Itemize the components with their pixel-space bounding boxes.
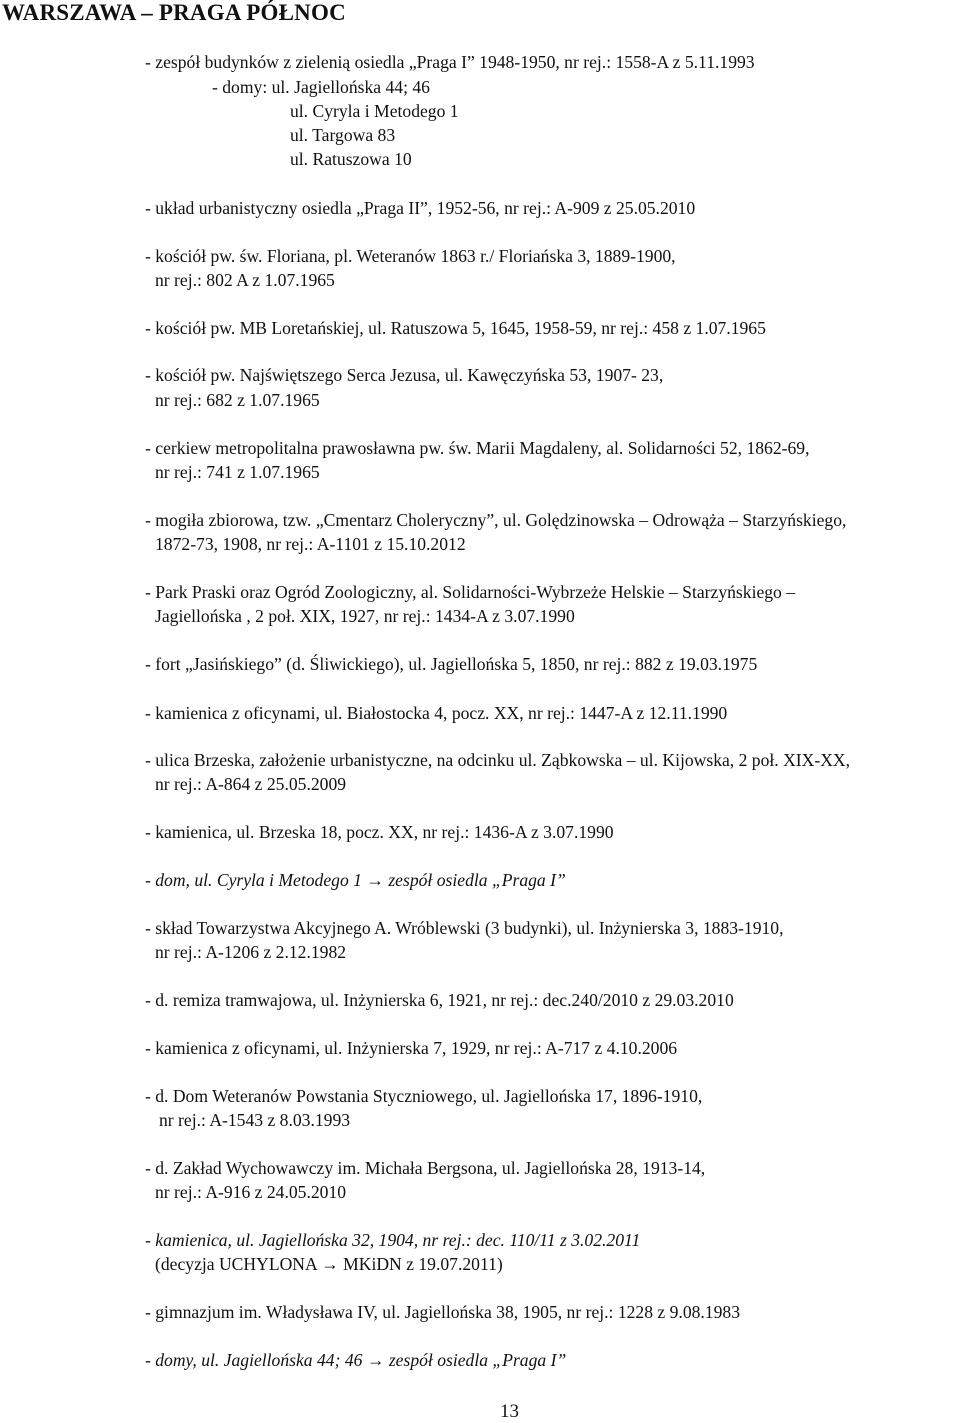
- entry-line: - skład Towarzystwa Akcyjnego A. Wróblewski (3 budynki), ul. Inżynierska 3, 1883-1910,: [145, 918, 784, 938]
- entry-line: - zespół budynków z zielenią osiedla „Praga I” 1948-1950, nr rej.: 1558-A z 5.11.1993: [145, 52, 755, 72]
- entry-line: - mogiła zbiorowa, tzw. „Cmentarz Choleryczny”, ul. Golędzinowska – Odrowąża – Starzyńskiego,: [145, 510, 847, 530]
- entry-line: - kamienica z oficynami, ul. Białostocka 4, pocz. XX, nr rej.: 1447-A z 12.11.1990: [145, 703, 728, 723]
- entry-line: ul. Targowa 83: [290, 125, 396, 145]
- entry-line: - Park Praski oraz Ogród Zoologiczny, al. Solidarności-Wybrzeże Helskie – Starzyńskiego –: [145, 582, 796, 602]
- entry-line: - ulica Brzeska, założenie urbanistyczne, na odcinku ul. Ząbkowska – ul. Kijowska, 2 poł. XIX-XX,: [145, 750, 851, 770]
- entry-line: - kościół pw. św. Floriana, pl. Weteranów 1863 r./ Floriańska 3, 1889-1900,: [145, 246, 676, 266]
- entry-line: nr rej.: 802 A z 1.07.1965: [155, 270, 335, 290]
- entry-line: - kamienica z oficynami, ul. Inżynierska 7, 1929, nr rej.: A-717 z 4.10.2006: [145, 1038, 678, 1058]
- entry-line: - kamienica, ul. Jagiellońska 32, 1904, nr rej.: dec. 110/11 z 3.02.2011: [145, 1230, 641, 1250]
- entry-line: - kościół pw. MB Loretańskiej, ul. Ratuszowa 5, 1645, 1958-59, nr rej.: 458 z 1.07.1965: [145, 318, 766, 338]
- entry-line: - domy, ul. Jagiellońska 44; 46 → zespół osiedla „Praga I”: [145, 1350, 567, 1370]
- entry-line: - fort „Jasińskiego” (d. Śliwickiego), ul. Jagiellońska 5, 1850, nr rej.: 882 z 19.03.1975: [145, 654, 758, 674]
- entry-line: Jagiellońska , 2 poł. XIX, 1927, nr rej.: 1434-A z 3.07.1990: [155, 606, 575, 626]
- entry-line: nr rej.: 682 z 1.07.1965: [155, 390, 320, 410]
- entry-line: - d. Dom Weteranów Powstania Styczniowego, ul. Jagiellońska 17, 1896-1910,: [145, 1086, 703, 1106]
- entry-line: nr rej.: A-916 z 24.05.2010: [155, 1182, 347, 1202]
- entry-line: - d. remiza tramwajowa, ul. Inżynierska 6, 1921, nr rej.: dec.240/2010 z 29.03.2010: [145, 990, 734, 1010]
- entry-line: - układ urbanistyczny osiedla „Praga II”, 1952-56, nr rej.: A-909 z 25.05.2010: [145, 198, 696, 218]
- entry-line: - domy: ul. Jagiellońska 44; 46: [212, 77, 430, 97]
- entry-line: - kamienica, ul. Brzeska 18, pocz. XX, nr rej.: 1436-A z 3.07.1990: [145, 822, 614, 842]
- entry-line: - kościół pw. Najświętszego Serca Jezusa, ul. Kawęczyńska 53, 1907- 23,: [145, 365, 664, 385]
- entry-line: - d. Zakład Wychowawczy im. Michała Bergsona, ul. Jagiellońska 28, 1913-14,: [145, 1158, 706, 1178]
- entry-line: (decyzja UCHYLONA → MKiDN z 19.07.2011): [155, 1254, 503, 1274]
- entry-line: - gimnazjum im. Władysława IV, ul. Jagiellońska 38, 1905, nr rej.: 1228 z 9.08.1983: [145, 1302, 740, 1322]
- page-number: 13: [500, 1401, 519, 1422]
- page-title: WARSZAWA – PRAGA PÓŁNOC: [2, 0, 346, 25]
- entry-line: - dom, ul. Cyryla i Metodego 1 → zespół osiedla „Praga I”: [145, 870, 566, 890]
- entry-line: ul. Cyryla i Metodego 1: [290, 101, 459, 121]
- entry-line: nr rej.: A-864 z 25.05.2009: [155, 774, 347, 794]
- entry-line: nr rej.: A-1206 z 2.12.1982: [155, 942, 347, 962]
- entry-line: nr rej.: A-1543 z 8.03.1993: [159, 1110, 351, 1130]
- entry-line: nr rej.: 741 z 1.07.1965: [155, 462, 320, 482]
- entry-line: 1872-73, 1908, nr rej.: A-1101 z 15.10.2012: [155, 534, 466, 554]
- entry-line: ul. Ratuszowa 10: [290, 149, 412, 169]
- entry-line: - cerkiew metropolitalna prawosławna pw. św. Marii Magdaleny, al. Solidarności 52, 1862-69,: [145, 438, 810, 458]
